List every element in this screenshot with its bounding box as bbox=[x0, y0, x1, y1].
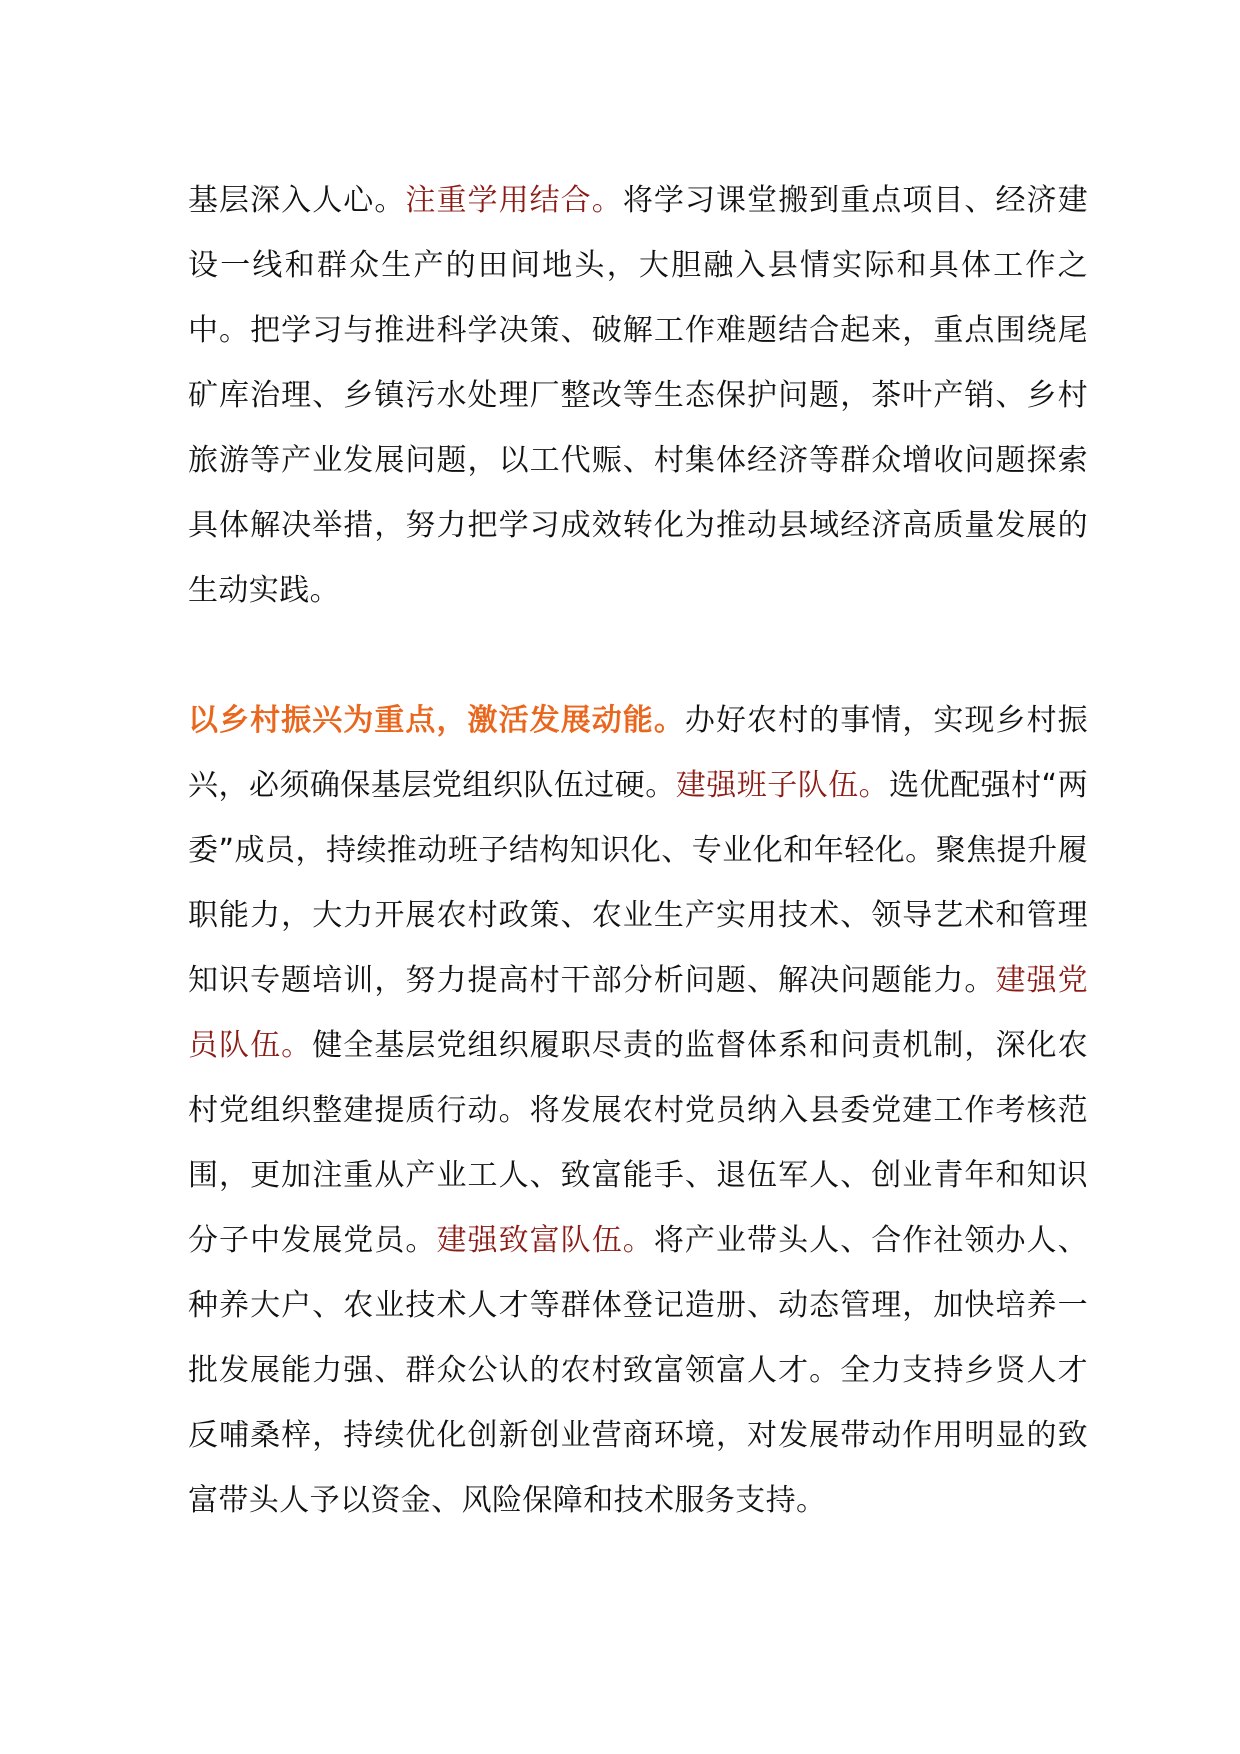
paragraph-rural-revitalization bbox=[188, 688, 1088, 1533]
paragraph-text: 办好农村的事情，实现乡村振兴，必须确保基层党组织队伍过硬。 bbox=[188, 703, 1089, 803]
highlight-heading-party-members: 建强党员队伍。 bbox=[188, 963, 1088, 1063]
document-body bbox=[188, 168, 1088, 1533]
paragraph-text: 将学习课堂搬到重点项目、经济建设一线和群众生产的田间地头，大胆融入县情实际和具体工作之中。把学习与推进科学决策、破解工作难题结合起来，重点围绕尾矿库治理、乡镇污水处理厂整改等生态保护问题，茶叶产销、乡村旅游等产业发展问题，以工代赈、村集体经济等群众增收问题探索具体解决举措，努力把学习成效转化为推动县域经济高质量发展的生动实践。 bbox=[188, 183, 1088, 608]
paragraph-text: 将产业带头人、合作社领办人、种养大户、农业技术人才等群体登记造册、动态管理，加快培养一批发展能力强、群众公认的农村致富领富人才。全力支持乡贤人才反哺桑梓，持续优化创新创业营商环境，对发展带动作用明显的致富带头人予以资金、风险保障和技术服务支持。 bbox=[188, 1223, 1088, 1518]
highlight-heading-wealth-leaders: 建强致富队伍。 bbox=[436, 1223, 654, 1258]
section-heading-rural-revitalization: 以乡村振兴为重点，激活发展动能。 bbox=[188, 703, 685, 738]
highlight-heading-leadership-team: 建强班子队伍。 bbox=[675, 768, 890, 803]
paragraph-study-application bbox=[188, 168, 1088, 623]
paragraph-text: 健全基层党组织履职尽责的监督体系和问责机制，深化农村党组织整建提质行动。将发展农村党员纳入县委党建工作考核范围，更加注重从产业工人、致富能手、退伍军人、创业青年和知识分子中发展党员。 bbox=[188, 1028, 1088, 1258]
paragraph-text: 基层深入人心。 bbox=[188, 183, 406, 218]
highlight-heading-study-application: 注重学用结合。 bbox=[405, 183, 623, 218]
paragraph-text: 选优配强村“两委”成员，持续推动班子结构知识化、专业化和年轻化。聚焦提升履职能力，大力开展农村政策、农业生产实用技术、领导艺术和管理知识专题培训，努力提高村干部分析问题、解决问题能力。 bbox=[188, 768, 1088, 998]
